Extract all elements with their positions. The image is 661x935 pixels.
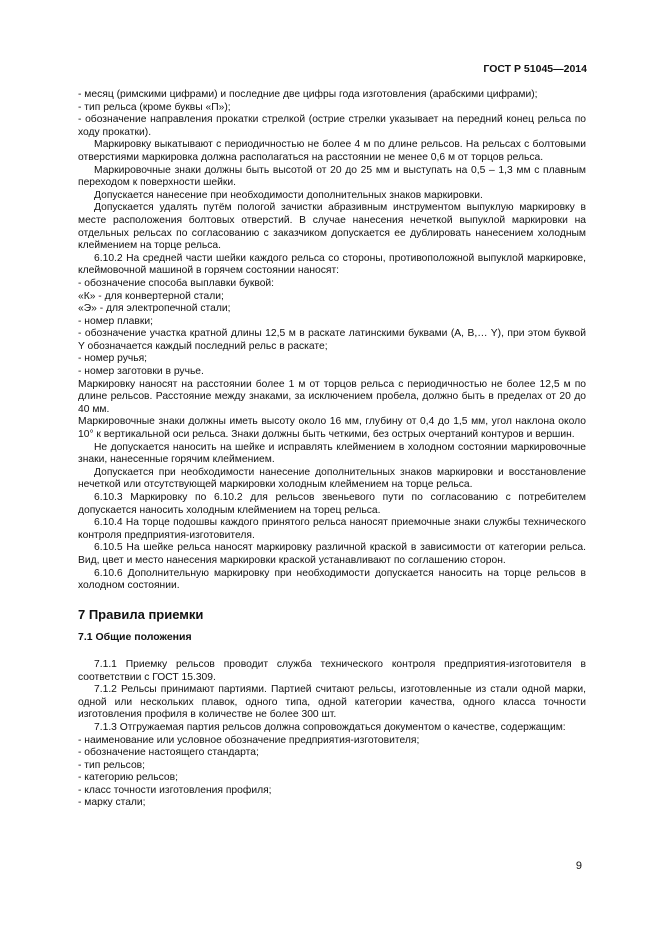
paragraph: 6.10.3 Маркировку по 6.10.2 для рельсов звеньевого пути по согласованию с потребителем допускается наносить холодным клеймением на торец рельса.	[78, 492, 586, 516]
paragraph: 6.10.6 Дополнительную маркировку при необходимости допускается наносить на торце рельсов в холодном состоянии.	[78, 567, 586, 592]
paragraph: Маркировочные знаки должны быть высотой от 20 до 25 мм и выступать на 0,5 – 1,3 мм с плавным переходом к поверхности шейки.	[78, 164, 586, 189]
paragraph: «К» - для конвертерной стали;	[78, 290, 224, 302]
paragraph: - тип рельсов;	[78, 759, 146, 771]
page-number: 9	[575, 860, 582, 872]
paragraph: 7.1.2 Рельсы принимают партиями. Партией считают рельсы, изготовленные из стали одной марки, одной или нескольких плавок, одного типа, одной категории качества, одного класса точности изготовления профиля в количестве не более 300 шт.	[78, 684, 586, 721]
paragraph: Допускается при необходимости нанесение дополнительных знаков маркировки и восстановление нечеткой или отсутствующей маркировки холодным клеймением на торце рельса.	[78, 466, 586, 491]
paragraph: - наименование или условное обозначение предприятия-изготовителя;	[78, 734, 420, 746]
paragraph: Не допускается наносить на шейке и исправлять клеймением в холодном состоянии маркировочные знаки, нанесенные горячим клеймением.	[78, 441, 586, 466]
paragraph: Допускается нанесение при необходимости дополнительных знаков маркировки.	[94, 189, 483, 201]
paragraph: - месяц (римскими цифрами) и последние две цифры года изготовления (арабскими цифрами);	[78, 89, 538, 100]
paragraph: - номер плавки;	[78, 315, 153, 327]
paragraph: Допускается удалять путём пологой зачистки абразивным инструментом выпуклую маркировку в месте расположения болтовых отверстий. В случае нанесения нечеткой выпуклой маркировки на отдельных рельсах по согласованию с заказчиком допускается ее дублировать нанесением холодным клеймением на торце рельса.	[78, 202, 586, 252]
document-body	[78, 89, 586, 810]
paragraph: «Э» - для электропечной стали;	[78, 303, 231, 315]
paragraph: 7.1.1 Приемку рельсов проводит служба технического контроля предприятия-изготовителя в соответствии с ГОСТ 15.309.	[78, 658, 586, 683]
paragraph: Маркировку наносят на расстоянии более 1 м от торцов рельса с периодичностью не более 12,5 м по длине рельсов. Расстояние между знаками, за исключением пробела, должно быть в пределах от 20 до 40 мм.	[78, 378, 586, 415]
paragraph: - обозначение способа выплавки буквой:	[78, 277, 275, 289]
document-code: ГОСТ Р 51045—2014	[483, 63, 587, 75]
paragraph: - марку стали;	[78, 797, 146, 809]
paragraph: Маркировочные знаки должны иметь высоту около 16 мм, глубину от 0,4 до 1,5 мм, угол наклона около 10° к вертикальной оси рельса. Знаки должны быть четкими, без острых очертаний контуров и вершин.	[78, 416, 586, 441]
paragraph: - обозначение направления прокатки стрелкой (острие стрелки указывает на передний конец рельса по ходу прокатки).	[78, 114, 586, 138]
section-heading: 7 Правила приемки	[78, 606, 204, 622]
paragraph: 7.1.3 Отгружаемая партия рельсов должна сопровождаться документом о качестве, содержащим:	[94, 721, 566, 733]
paragraph: 6.10.2 На средней части шейки каждого рельса со стороны, противоположной выпуклой маркировке, клеймовочной машиной в горячем состоянии наносят:	[78, 252, 586, 277]
paragraph: - номер ручья;	[78, 353, 148, 365]
paragraph: Маркировку выкатывают с периодичностью не более 4 м по длине рельсов. На рельсах с болтовыми отверстиями маркировка должна располагаться на расстоянии не менее 0,6 м от торцов рельса.	[78, 139, 586, 163]
paragraph: - обозначение настоящего стандарта;	[78, 747, 259, 759]
paragraph: - категорию рельсов;	[78, 772, 178, 784]
paragraph: 6.10.5 На шейке рельса наносят маркировку различной краской в зависимости от категории рельса. Вид, цвет и место нанесения маркировки краской устанавливают по соглашению сторон.	[78, 542, 586, 566]
paragraph: 6.10.4 На торце подошвы каждого принятого рельса наносят приемочные знаки службы технического контроля предприятия-изготовителя.	[78, 517, 586, 541]
paragraph: - тип рельса (кроме буквы «П»);	[78, 101, 231, 113]
section-heading: 7.1 Общие положения	[78, 631, 192, 644]
paragraph: - класс точности изготовления профиля;	[78, 784, 272, 796]
paragraph: - обозначение участка кратной длины 12,5 м в раскате латинскими буквами (A, B,… Y), при этом буквой Y обозначается каждый последний рельс в раскате;	[78, 328, 586, 352]
paragraph: - номер заготовки в ручье.	[78, 366, 204, 378]
